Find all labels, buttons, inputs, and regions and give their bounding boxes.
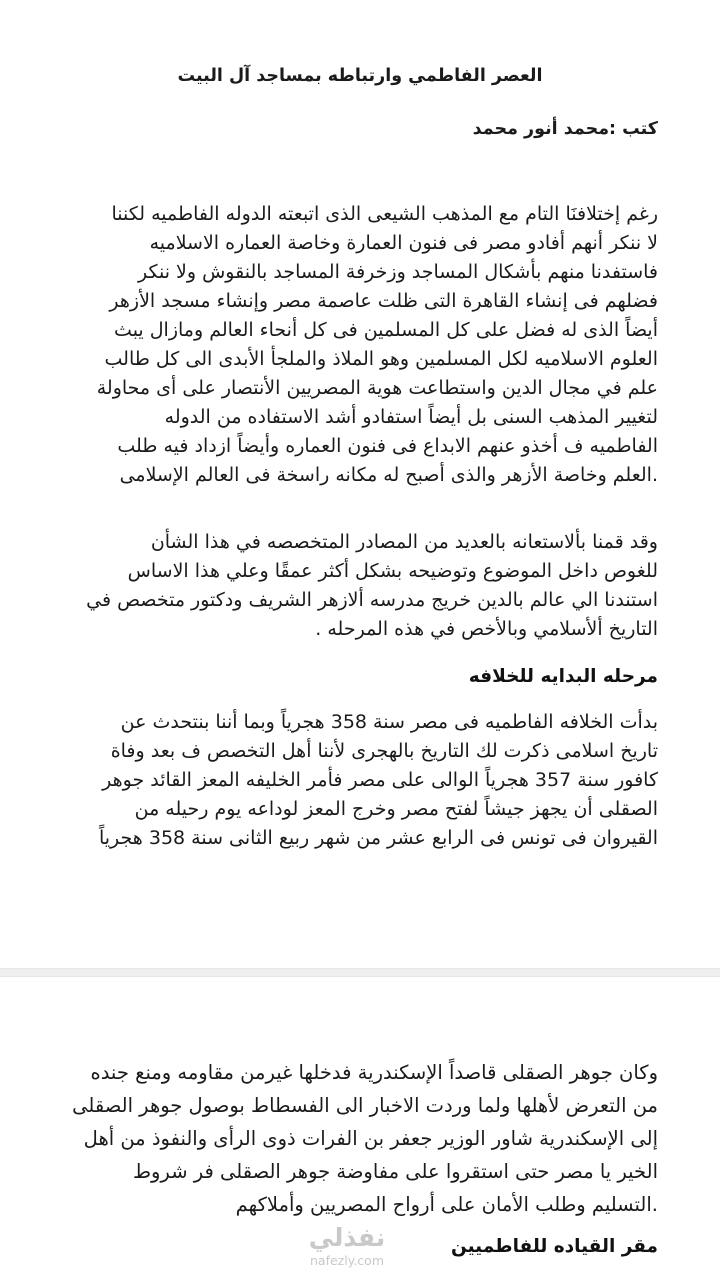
paragraph-3 bbox=[8, 708, 658, 853]
paragraph-1 bbox=[8, 200, 658, 490]
paragraph-4 bbox=[8, 1056, 658, 1221]
nafezly-domain: nafezly.com bbox=[310, 1253, 384, 1268]
paragraph-line: تاريخ اسلامى ذكرت لك التاريخ بالهجرى لأننا أهل التخصص ف بعد وفاة bbox=[110, 740, 658, 762]
page-break-separator bbox=[0, 968, 720, 977]
paragraph-line: الفاطميه ف أخذو عنهم الابداع فى فنون العماره وأيضاً ازداد فيه طلب bbox=[117, 435, 658, 457]
watermark bbox=[291, 1224, 403, 1268]
paragraph-line: استندنا الي عالم بالدين خريج مدرسه ألازهر الشريف ودكتور متخصص في bbox=[86, 589, 658, 611]
paragraph-line: فاستفدنا منهم بأشكال المساجد وزخرفة المساجد بالنقوش ولا ننكر bbox=[138, 261, 658, 283]
section-heading-fatimid-hq: مقر القياده للفاطميين bbox=[450, 1236, 658, 1257]
article-title: العصر الفاطمي وارتباطه بمساجد آل البيت bbox=[177, 66, 543, 86]
paragraph-line: وقد قمنا بألاستعانه بالعديد من المصادر المتخصصه في هذا الشأن bbox=[150, 531, 658, 553]
paragraph-line: بدأت الخلافه الفاطميه فى مصر سنة 358 هجرياً وبما أننا بنتحدث عن bbox=[120, 711, 658, 733]
paragraph-line: رغم إختلافنَا التام مع المذهب الشيعى الذى اتبعته الدوله الفاطميه لكننا bbox=[111, 203, 658, 225]
section-heading-caliphate-beginning: مرحله البدايه للخلافه bbox=[468, 666, 658, 687]
paragraph-line: .العلم وخاصة الأزهر والذى أصبح له مكانه راسخة فى العالم الإسلامى bbox=[119, 464, 658, 486]
paragraph-line: علم في مجال الدين واستطاعت هوية المصريين الأنتصار على أى محاولة bbox=[96, 377, 658, 399]
paragraph-line: من التعرض لأهلها ولما وردت الاخبار الى الفسطاط بوصول جوهر الصقلى bbox=[72, 1094, 658, 1117]
paragraph-line: وكان جوهر الصقلى قاصداً الإسكندرية فدخلها غيرمن مقاومه ومنع جنده bbox=[90, 1061, 658, 1084]
paragraph-line: لتغيير المذهب السنى بل أيضاً استفادو أشد الاستفاده من الدوله bbox=[164, 406, 658, 428]
paragraph-line: الخير يا مصر حتى استقروا على مفاوضة جوهر الصقلى فر شروط bbox=[132, 1160, 658, 1183]
paragraph-line: فضلهم فى إنشاء القاهرة التى ظلت عاصمة مصر وإنشاء مسجد الأزهر bbox=[109, 290, 658, 312]
paragraph-line: لا ننكر أنهم أفادو مصر فى فنون العمارة وخاصة العماره الاسلاميه bbox=[149, 232, 658, 254]
paragraph-2 bbox=[8, 528, 658, 644]
paragraph-line: .التسليم وطلب الأمان على أرواح المصريين وأملاكهم bbox=[235, 1193, 658, 1216]
nafezly-logo: نفذلي bbox=[308, 1223, 386, 1252]
paragraph-line: العلوم الاسلاميه لكل المسلمين وهو الملاذ والملجأ الأبدى الى كل طالب bbox=[104, 348, 658, 370]
paragraph-line: القيروان فى تونس فى الرابع عشر من شهر ربيع الثانى سنة 358 هجرياً bbox=[98, 827, 658, 849]
paragraph-line: إلى الإسكندرية شاور الوزير جعفر بن الفرات ذوى الرأى والنفوذ من أهل bbox=[83, 1127, 658, 1150]
paragraph-line: الصقلى أن يجهز جيشاً لفتح مصر وخرج المعز لوداعه يوم رحيله من bbox=[134, 798, 658, 820]
paragraph-line: التاريخ ألأسلامي وبالأخص في هذه المرحله . bbox=[315, 618, 658, 640]
article-byline: كتب :محمد أنور محمد bbox=[472, 119, 658, 139]
paragraph-line: كافور سنة 357 هجرياً الوالى على مصر فأمر الخليفه المعز القائد جوهر bbox=[102, 769, 658, 791]
paragraph-line: للغوص داخل الموضوع وتوضيحه بشكل أكثر عمقًا وعلي هذا الاساس bbox=[127, 560, 658, 582]
paragraph-line: أيضاً الذى له فضل على كل المسلمين فى كل أنحاء العالم ومازال يبث bbox=[114, 319, 658, 341]
